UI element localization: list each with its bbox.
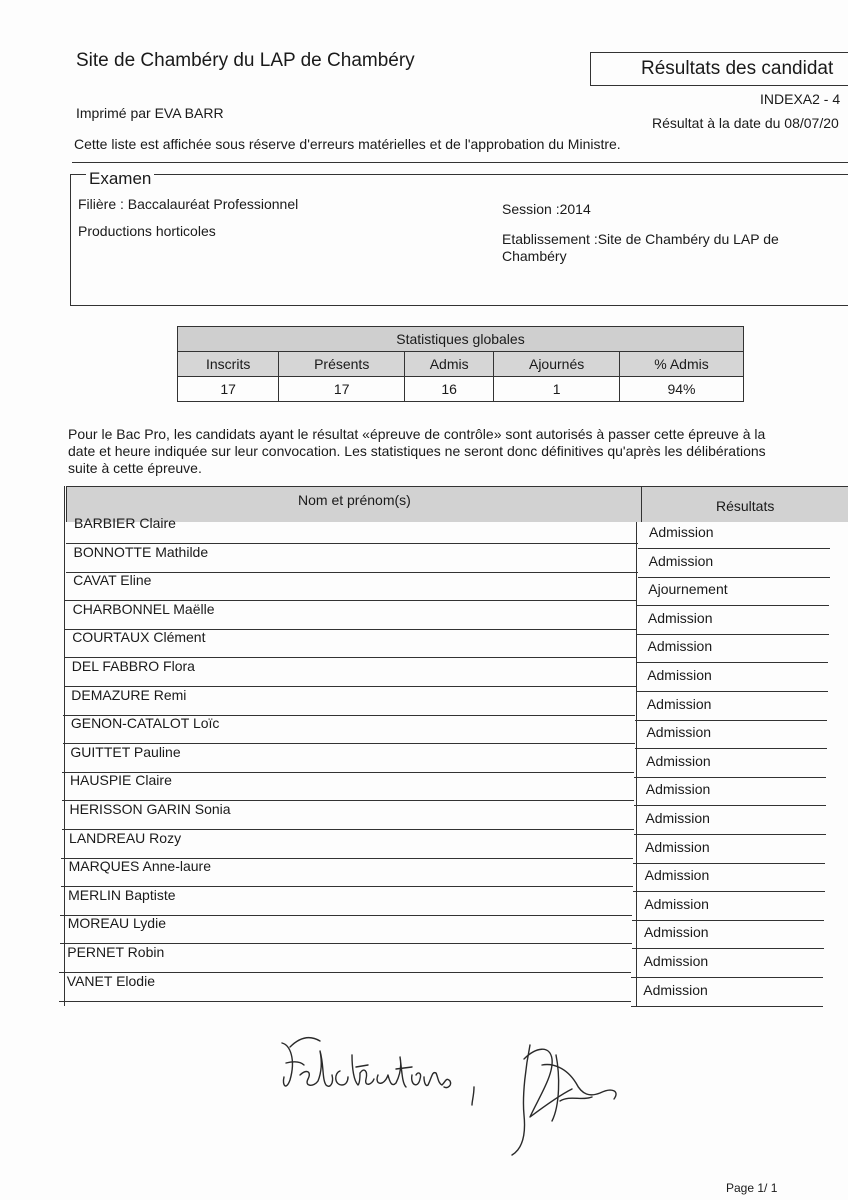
candidate-result: Admission (647, 609, 713, 626)
stats-value: 17 (279, 377, 405, 402)
candidate-name: MARQUES Anne-laure (68, 858, 211, 875)
candidate-name: MERLIN Baptiste (68, 886, 176, 903)
exam-frame-bottom (70, 305, 848, 306)
row-divider (636, 662, 828, 663)
results-middle-border (636, 522, 637, 1006)
candidate-name: PERNET Robin (67, 944, 165, 960)
stats-header: Présents (279, 352, 405, 377)
candidate-name: BONNOTTE Mathilde (73, 543, 209, 560)
row-divider (635, 720, 827, 721)
column-name-header: Nom et prénom(s) (298, 492, 411, 508)
candidate-result: Admission (643, 953, 709, 969)
candidate-name: MOREAU Lydie (67, 915, 166, 932)
stats-header: % Admis (620, 352, 744, 377)
row-divider (638, 577, 830, 578)
exam-legend: Examen (86, 169, 154, 189)
candidate-result: Admission (649, 524, 714, 540)
row-divider (59, 1001, 631, 1002)
row-divider (638, 548, 830, 549)
candidate-name: CHARBONNEL Maëlle (72, 600, 215, 617)
candidate-result: Admission (643, 981, 708, 998)
row-divider (636, 691, 828, 692)
candidate-name: HAUSPIE Claire (69, 772, 172, 789)
candidate-name: LANDREAU Rozy (69, 829, 182, 846)
stats-table (177, 326, 744, 402)
row-divider (633, 863, 825, 864)
divider (72, 162, 848, 163)
row-divider (634, 805, 826, 806)
candidate-name: VANET Elodie (66, 972, 155, 989)
site-title: Site de Chambéry du LAP de Chambéry (76, 50, 415, 71)
column-result-header: Résultats (716, 498, 775, 514)
candidate-result: Admission (644, 867, 710, 884)
stats-value: 16 (405, 377, 494, 402)
bac-pro-note: Pour le Bac Pro, les candidats ayant le résultat «épreuve de contrôle» sont autorisés à passer cette épreuve à la date et heure indiquée sur leur convocation. Les statistiques ne seront donc définitives qu'après les délibérations suite à cette épreuve. (68, 426, 766, 476)
stats-title: Statistiques globales (178, 327, 744, 352)
candidate-result: Admission (647, 667, 712, 683)
results-left-border (64, 486, 65, 1006)
exam-speciality: Productions horticoles (78, 223, 216, 239)
candidate-name: GUITTET Pauline (70, 743, 181, 760)
index-code: INDEXA2 - 4 (760, 91, 841, 107)
row-divider (632, 948, 824, 949)
candidate-name: DEL FABBRO Flora (71, 658, 195, 674)
candidate-name: HERISSON GARIN Sonia (69, 801, 231, 817)
stats-value: 94% (620, 377, 744, 402)
stats-value: 17 (178, 377, 279, 402)
candidate-result: Admission (648, 552, 714, 569)
handwritten-signature (260, 1025, 660, 1175)
page-number: Page 1/ 1 (726, 1181, 778, 1195)
candidate-result: Admission (645, 810, 710, 826)
results-header-divider (641, 486, 642, 522)
candidate-result: Admission (646, 724, 712, 741)
candidate-name: DEMAZURE Remi (71, 686, 187, 703)
row-divider (637, 605, 829, 606)
candidate-result: Ajournement (648, 581, 728, 598)
result-date: Résultat à la date du 08/07/20 (652, 115, 839, 131)
row-divider (631, 1006, 823, 1007)
results-title: Résultats des candidat (641, 58, 834, 79)
candidate-result: Admission (646, 752, 711, 769)
row-divider (637, 634, 829, 635)
exam-session: Session :2014 (502, 201, 591, 217)
stats-header: Admis (405, 352, 494, 377)
candidate-name: GENON-CATALOT Loïc (70, 715, 220, 732)
candidate-result: Admission (645, 838, 710, 855)
exam-filiere: Filière : Baccalauréat Professionnel (78, 196, 299, 212)
candidate-name: BARBIER Claire (74, 515, 176, 531)
row-divider (631, 977, 823, 978)
candidate-name: COURTAUX Clément (72, 629, 206, 646)
row-divider (632, 920, 824, 921)
candidate-name: CAVAT Eline (73, 572, 152, 589)
stats-header: Inscrits (178, 352, 279, 377)
stats-header: Ajournés (494, 352, 620, 377)
row-divider (634, 834, 826, 835)
printed-by: Imprimé par EVA BARR (76, 105, 224, 121)
stats-value: 1 (494, 377, 620, 402)
candidate-result: Admission (646, 695, 712, 712)
row-divider (635, 748, 827, 749)
row-divider (634, 777, 826, 778)
exam-etablissement: Etablissement :Site de Chambéry du LAP de Chambéry (502, 231, 779, 264)
candidate-result: Admission (647, 638, 713, 655)
results-title-box (590, 52, 848, 86)
candidate-result: Admission (643, 924, 709, 941)
candidate-result: Admission (644, 895, 709, 912)
row-divider (633, 891, 825, 892)
candidate-result: Admission (645, 781, 711, 798)
disclaimer: Cette liste est affichée sous réserve d'erreurs matérielles et de l'approbation du Ministre. (74, 136, 621, 152)
